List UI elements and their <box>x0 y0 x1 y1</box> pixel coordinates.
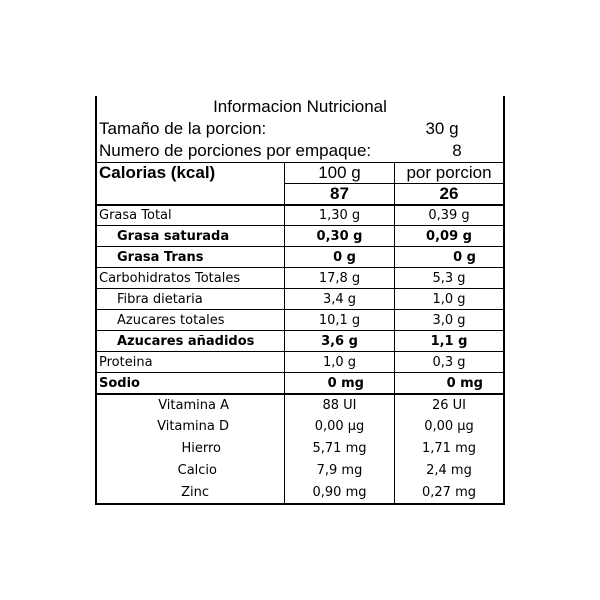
nutrient-value-100g: 1,30 g <box>284 206 394 225</box>
nutrient-name: Grasa saturada <box>117 228 230 244</box>
vitamin-value-100g: 7,9 mg <box>284 459 394 481</box>
vitamin-name: Zinc <box>181 484 209 500</box>
nutrient-name: Proteina <box>99 354 153 370</box>
table-row <box>97 415 503 437</box>
table-row <box>97 267 503 288</box>
vitamin-value-100g: 5,71 mg <box>284 437 394 459</box>
nutrient-value-portion: 1,0 g <box>394 289 503 309</box>
nutrient-value-portion: 0 g <box>394 247 503 267</box>
vitamin-name: Vitamina D <box>157 418 229 434</box>
vitamin-value-portion: 1,71 mg <box>394 437 503 459</box>
table-row <box>97 481 503 503</box>
table-row <box>97 330 503 351</box>
nutrient-name: Azucares totales <box>117 312 225 328</box>
table-row <box>97 309 503 330</box>
nutrient-value-portion: 0,39 g <box>394 206 503 225</box>
vitamin-name: Vitamina A <box>158 397 229 413</box>
vitamin-value-100g: 88 UI <box>284 395 394 415</box>
table-row <box>97 204 503 225</box>
nutrient-value-100g: 0,30 g <box>284 226 394 246</box>
nutrient-name: Carbohidratos Totales <box>99 270 241 286</box>
vitamin-name: Hierro <box>181 440 221 456</box>
nutrient-name: Sodio <box>99 375 140 391</box>
column-100g-header: 100 g <box>284 163 394 183</box>
calories-empty-cell <box>97 183 284 204</box>
serving-size-value: 30 g <box>425 119 459 138</box>
column-portion-header: por porcion <box>394 163 503 183</box>
nutrient-name: Grasa Trans <box>117 249 204 265</box>
servings-per-container-value: 8 <box>452 141 462 160</box>
calories-100g-value: 87 <box>284 183 394 204</box>
calories-header-row <box>97 162 503 183</box>
nutrient-value-100g: 17,8 g <box>284 268 394 288</box>
nutrient-value-100g: 3,6 g <box>284 331 394 351</box>
calories-values-row <box>97 183 503 204</box>
vitamin-value-portion: 0,27 mg <box>394 481 503 503</box>
label-title: Informacion Nutricional <box>213 97 387 116</box>
nutrient-value-portion: 1,1 g <box>394 331 503 351</box>
table-row <box>97 288 503 309</box>
vitamin-value-100g: 0,90 mg <box>284 481 394 503</box>
vitamin-value-100g: 0,00 µg <box>284 415 394 437</box>
table-row <box>97 351 503 372</box>
table-row <box>97 225 503 246</box>
nutrition-facts-label <box>95 96 505 505</box>
servings-per-container-label: Numero de porciones por empaque: <box>99 141 372 160</box>
table-row <box>97 393 503 415</box>
nutrient-value-portion: 5,3 g <box>394 268 503 288</box>
title-row <box>97 96 503 118</box>
vitamin-value-portion: 2,4 mg <box>394 459 503 481</box>
table-row <box>97 437 503 459</box>
nutrient-value-portion: 0,3 g <box>394 352 503 372</box>
nutrient-value-portion: 0 mg <box>394 373 503 393</box>
nutrient-value-100g: 3,4 g <box>284 289 394 309</box>
table-row <box>97 459 503 481</box>
nutrient-value-100g: 0 mg <box>284 373 394 393</box>
table-row <box>97 372 503 393</box>
table-row <box>97 246 503 267</box>
nutrient-name: Azucares añadidos <box>117 333 255 349</box>
nutrient-value-portion: 3,0 g <box>394 310 503 330</box>
nutrient-value-portion: 0,09 g <box>394 226 503 246</box>
calories-portion-value: 26 <box>394 183 503 204</box>
vitamin-name: Calcio <box>177 462 217 478</box>
calories-label: Calorias (kcal) <box>99 163 216 182</box>
nutrient-name: Grasa Total <box>99 208 172 223</box>
nutrient-value-100g: 1,0 g <box>284 352 394 372</box>
nutrient-name: Fibra dietaria <box>117 291 203 307</box>
serving-size-row <box>97 118 503 140</box>
vitamin-value-portion: 0,00 µg <box>394 415 503 437</box>
nutrient-value-100g: 0 g <box>284 247 394 267</box>
vitamin-value-portion: 26 UI <box>394 395 503 415</box>
servings-per-container-row <box>97 140 503 162</box>
nutrient-value-100g: 10,1 g <box>284 310 394 330</box>
serving-size-label: Tamaño de la porcion: <box>99 119 267 138</box>
